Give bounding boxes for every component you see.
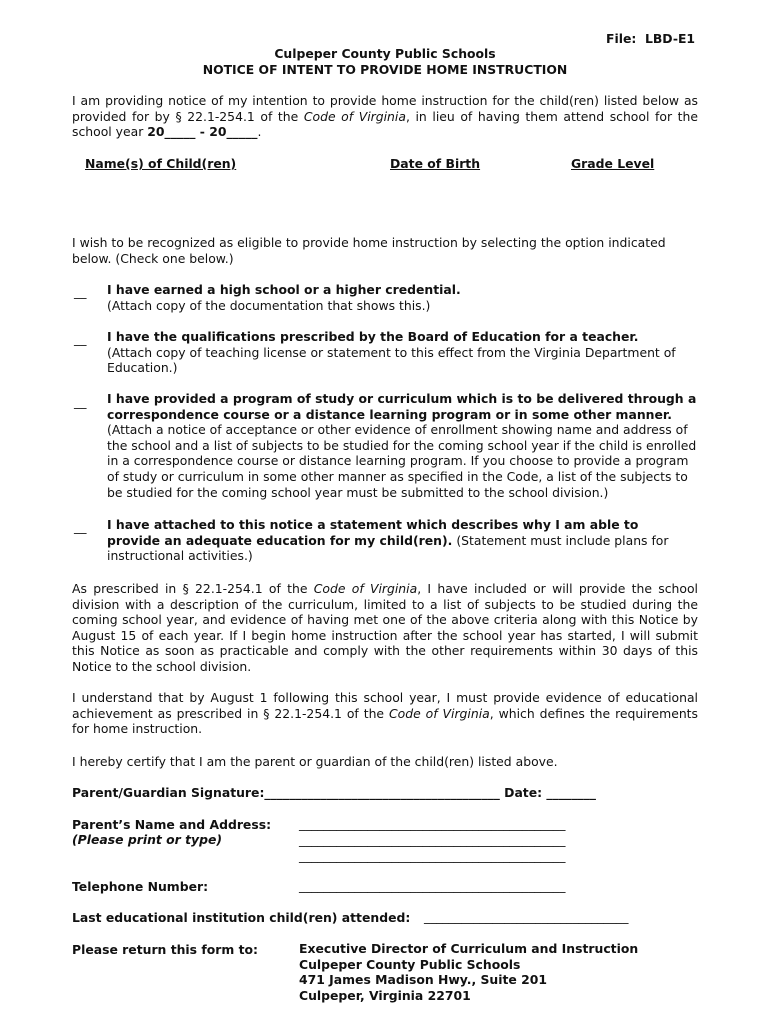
page-title: NOTICE OF INTENT TO PROVIDE HOME INSTRUCTION <box>202 62 568 77</box>
option-3-checkbox[interactable]: __ <box>74 394 87 409</box>
name-address-line-2[interactable]: ___________________________________________ <box>299 832 566 847</box>
option-2-note: (Attach copy of teaching license or statement to this effect from the Virginia Department of Education.) <box>107 344 676 376</box>
date-field[interactable]: ________ <box>546 785 596 800</box>
return-address-line: Executive Director of Curriculum and Instruction <box>299 941 639 956</box>
option-1-note: (Attach copy of the documentation that shows this.) <box>107 297 431 313</box>
return-address-line: 471 James Madison Hwy., Suite 201 <box>299 972 547 988</box>
option-3-note: (Attach a notice of acceptance or other evidence of enrollment showing name and address of the school and a list of subjects to be studied for the coming school year if the child is enrolled in a correspondence course or distance learning program. If you choose to provide a program of study or curriculum in some other manner as specified in the Code, a list of the subjects to be studied for the coming school year must be submitted to the school division.) <box>107 422 697 500</box>
option-4 <box>107 517 687 564</box>
name-address-label: Parent’s Name and Address: <box>72 817 272 832</box>
return-address-line: Culpeper County Public Schools <box>299 956 521 972</box>
column-header-dob: Date of Birth <box>390 156 481 171</box>
option-1-checkbox[interactable]: __ <box>74 284 87 299</box>
last-school-field[interactable]: _________________________________ <box>424 909 629 924</box>
option-1 <box>107 282 697 313</box>
return-address <box>299 941 638 1003</box>
option-intro: I wish to be recognized as eligible to provide home instruction by selecting the option indicated below. (Check one below.) <box>72 235 666 266</box>
option-4-note: (Statement must include plans for instructional activities.) <box>107 532 669 564</box>
option-3-text: I have provided a program of study or curriculum which is to be delivered through a correspondence course or a distance learning program or in some other manner. <box>107 391 697 422</box>
signature-row <box>72 785 596 800</box>
column-header-grade: Grade Level <box>571 156 655 171</box>
signature-label: Parent/Guardian Signature: <box>72 785 265 800</box>
telephone-label: Telephone Number: <box>72 879 209 894</box>
option-3 <box>107 391 698 500</box>
school-year-field[interactable]: 20_____ - 20_____ <box>147 124 258 140</box>
name-address-sub: (Please print or type) <box>72 832 223 847</box>
return-address-line: Culpeper, Virginia 22701 <box>299 987 471 1003</box>
org-name: Culpeper County Public Schools <box>274 46 496 61</box>
name-address-line-3[interactable]: ___________________________________________ <box>299 848 566 863</box>
file-code <box>606 31 695 46</box>
last-school-label: Last educational institution child(ren) attended: <box>72 910 411 925</box>
file-code-value: LBD-E1 <box>644 31 696 46</box>
return-label: Please return this form to: <box>72 942 258 957</box>
code-of-virginia: Code of Virginia <box>303 108 406 124</box>
file-label: File: <box>606 31 637 46</box>
telephone-field[interactable]: ___________________________________________ <box>299 878 566 893</box>
option-4-checkbox[interactable]: __ <box>74 519 87 534</box>
intro-paragraph: I am providing notice of my intention to provide home instruction for the child(ren) listed below as provided for by § 22.1-254.1 of the Code of Virginia, in lieu of having them attend school for the school year 20_____ - 20_____. <box>72 93 698 140</box>
option-2-text: I have the qualifications prescribed by the Board of Education for a teacher. <box>107 329 639 344</box>
evidence-paragraph: I understand that by August 1 following this school year, I must provide evidence of educational achievement as prescribed in § 22.1-254.1 of the Code of Virginia, which defines the requirements for home instruction. <box>72 690 698 737</box>
column-header-names: Name(s) of Child(ren) <box>85 156 237 171</box>
option-2-checkbox[interactable]: __ <box>74 331 87 346</box>
signature-field[interactable]: ______________________________________ <box>264 785 500 800</box>
option-2 <box>107 329 697 376</box>
option-4-text: I have attached to this notice a statement which describes why I am able to provide an adequate education for my child(ren). <box>107 517 639 548</box>
option-1-text: I have earned a high school or a higher credential. <box>107 282 461 297</box>
certify-statement: I hereby certify that I am the parent or guardian of the child(ren) listed above. <box>72 754 558 769</box>
date-label: Date: <box>504 785 543 800</box>
curriculum-paragraph: As prescribed in § 22.1-254.1 of the Code of Virginia, I have included or will provide the school division with a description of the curriculum, limited to a list of subjects to be studied during the coming school year, and evidence of having met one of the above criteria along with this Notice by August 15 of each year. If I begin home instruction after the school year has started, I will submit this Notice as soon as practicable and comply with the other requirements within 30 days of this Notice to the school division. <box>72 581 698 674</box>
name-address-line-1[interactable]: ___________________________________________ <box>299 816 566 831</box>
